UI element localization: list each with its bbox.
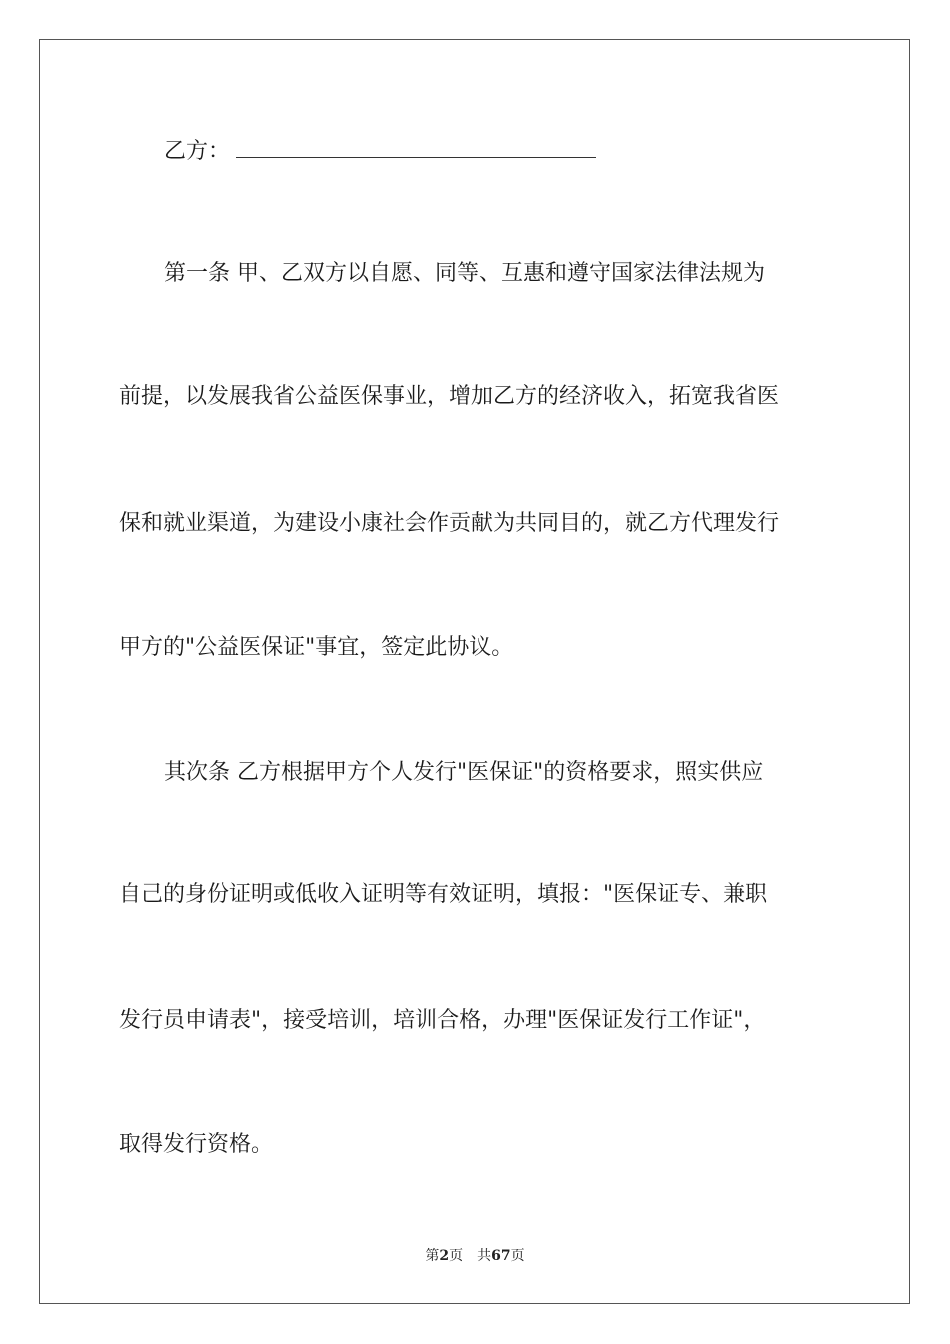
article-2-line-2: 自己的身份证明或低收入证明等有效证明，填报："医保证专、兼职 — [119, 882, 768, 907]
article-1-line-1: 第一条 甲、乙双方以自愿、同等、互惠和遵守国家法律法规为 — [164, 261, 765, 286]
article-2-line-1: 其次条 乙方根据甲方个人发行"医保证"的资格要求，照实供应 — [164, 760, 764, 785]
page-frame — [39, 39, 910, 1304]
article-2-line-4: 取得发行资格。 — [119, 1132, 274, 1157]
footer-total-prefix: 共 — [477, 1248, 492, 1264]
footer-total-pages: 67 — [491, 1248, 511, 1264]
page-footer — [0, 1246, 950, 1266]
article-1-line-2: 前提，以发展我省公益医保事业，增加乙方的经济收入，拓宽我省医 — [119, 384, 780, 409]
article-1-line-4: 甲方的"公益医保证"事宜，签定此协议。 — [119, 635, 514, 660]
footer-total-suffix: 页 — [510, 1248, 525, 1264]
footer-page-prefix: 第 — [425, 1248, 440, 1264]
footer-page-suffix: 页 — [449, 1248, 464, 1264]
article-2-line-3: 发行员申请表"，接受培训，培训合格，办理"医保证发行工作证"， — [119, 1008, 766, 1033]
party-b-signature-line — [236, 137, 596, 158]
article-1-line-3: 保和就业渠道，为建设小康社会作贡献为共同目的，就乙方代理发行 — [119, 511, 780, 536]
footer-page-number: 2 — [439, 1248, 450, 1264]
party-b-row — [164, 137, 596, 167]
party-b-label: 乙方： — [164, 139, 231, 164]
